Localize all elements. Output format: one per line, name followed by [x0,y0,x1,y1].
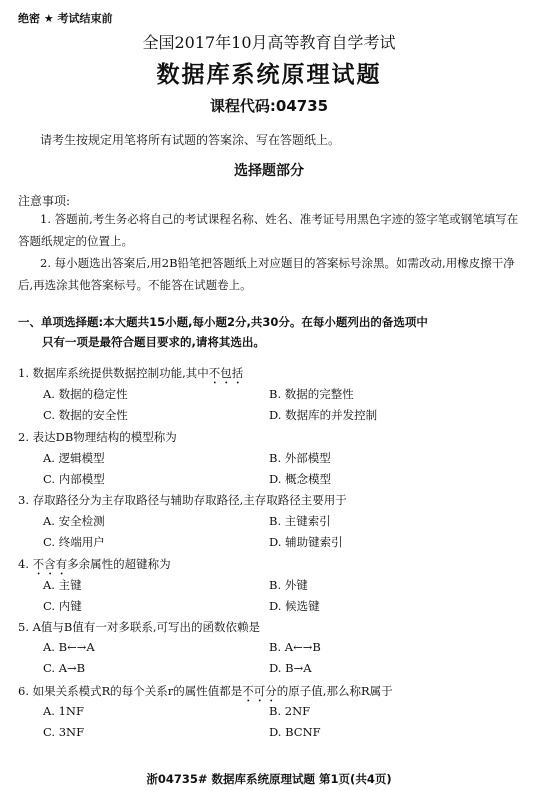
part-heading-line: 只有一项是最符合题目要求的,请将其选出。 [42,335,265,349]
part-heading-line: 一、单项选择题:本大题共15小题,每小题2分,共30分。在每小题列出的备选项中 [18,315,428,329]
option-b: B. 主键索引 [269,514,331,528]
option-d: D. B→A [269,661,312,675]
option-d: D. 候选键 [269,599,320,613]
option-b: B. 外部模型 [269,451,331,465]
option-c: C. 内部模型 [43,472,105,486]
note-item: 2. 每小题选出答案后,用2B铅笔把答题纸上对应题目的答案标号涂黑。如需改动,用橡皮擦干净后,再选涂其他答案标号。不能答在试题卷上。 [18,256,515,292]
option-d: D. BCNF [269,725,321,739]
section-heading: 选择题部分 [234,163,304,179]
question-stem: 3. 存取路径分为主存取路径与辅助存取路径,主存取路径主要用于 [18,493,347,507]
note-item: 1. 答题前,考生务必将自己的考试课程名称、姓名、准考证号用黑色字迹的签字笔或钢笔填写在答题纸规定的位置上。 [18,212,519,248]
emphasis-text: 不包括 [208,366,244,380]
answer-instruction: 请考生按规定用笔将所有试题的答案涂、写在答题纸上。 [40,133,341,147]
course-code: 课程代码:04735 [209,97,329,115]
emphasis-text: 不含有 [32,557,68,571]
question-stem: 1. 数据库系统提供数据控制功能,其中不包括 [18,366,244,380]
paper-title: 数据库系统原理试题 [156,62,382,88]
option-b: B. A←→B [269,640,321,654]
question-stem: 4. 不含有多余属性的超键称为 [18,557,171,571]
option-b: B. 数据的完整性 [269,387,354,401]
option-c: C. 终端用户 [43,535,105,549]
part-heading [18,312,524,352]
option-d: D. 数据库的并发控制 [269,408,378,422]
option-a: A. 1NF [43,704,84,718]
question-stem: 6. 如果关系模式R的每个关系r的属性值都是不可分的原子值,那么称R属于 [18,684,393,698]
option-a: A. 安全检测 [43,514,105,528]
exam-name: 全国2017年10月高等教育自学考试 [142,33,396,52]
option-d: D. 概念模型 [269,472,332,486]
secret-mark: 绝密 ★ 考试结束前 [18,12,113,25]
option-c: C. 内键 [43,599,82,613]
option-a: A. 主键 [43,578,82,592]
emphasis-text: 不可分 [242,684,277,698]
page-footer: 浙04735# 数据库系统原理试题 第1页(共4页) [146,772,392,786]
option-c: C. 数据的安全性 [43,408,128,422]
question-stem: 5. A值与B值有一对多联系,可写出的函数依赖是 [18,620,261,634]
option-c: C. A→B [43,661,86,675]
option-a: A. 数据的稳定性 [43,387,128,401]
question-stem: 2. 表达DB物理结构的模型称为 [18,430,177,444]
option-d: D. 辅助键索引 [269,535,343,549]
notes-title: 注意事项: [18,194,71,208]
option-c: C. 3NF [43,725,85,739]
option-a: A. 逻辑模型 [43,451,105,465]
option-b: B. 外键 [269,578,308,592]
option-a: A. B←→A [43,640,95,654]
option-b: B. 2NF [269,704,311,718]
